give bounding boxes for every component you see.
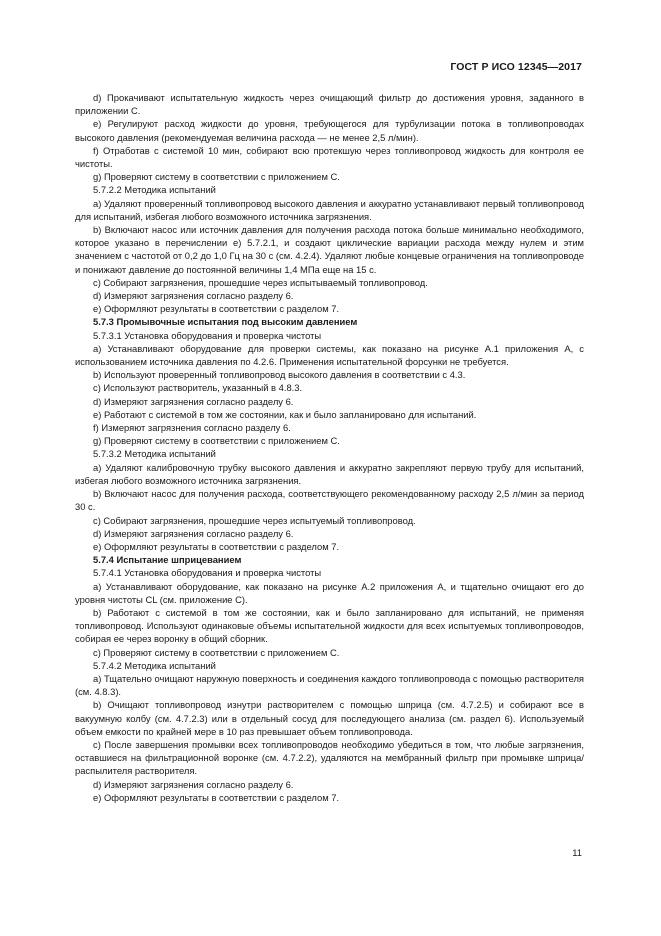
paragraph-item-f: f) Измеряют загрязнения согласно разделу 6. (93, 422, 291, 434)
paragraph-item-f: f) Отработав с системой 10 мин, собирают всю протекшую через топливопровод жидкость для контроля ее чистоты. (75, 144, 584, 170)
paragraph-item-b: b) Работают с системой в том же состоянии, как и было запланировано для испытаний, не применяя топливопровод. Используют одинаковые объемы испытательной жидкости для всех испытуемых топливопроводов, собирая ее через воронку в общий сборник. (75, 606, 584, 645)
paragraph-item-c: c) Собирают загрязнения, прошедшие через испытываемый топливопровод. (93, 276, 428, 288)
document-body (75, 91, 584, 804)
paragraph-item-c: c) Проверяют систему в соответствии с приложением С. (93, 646, 340, 658)
subsection-5-7-4-2: 5.7.4.2 Методика испытаний (93, 659, 216, 671)
paragraph-item-d: d) Прокачивают испытательную жидкость через очищающий фильтр до достижения уровня, заданного в приложении С. (75, 92, 584, 117)
paragraph-item-a: a) Тщательно очищают наружную поверхность и соединения каждого топливопровода с помощью растворителя (см. 4.8.3). (75, 672, 584, 698)
paragraph-item-e: e) Оформляют результаты в соответствии с разделом 7. (93, 791, 340, 803)
paragraph-item-c: c) Собирают загрязнения, прошедшие через испытуемый топливопровод. (93, 514, 416, 526)
standard-code-header: ГОСТ Р ИСО 12345—2017 (450, 61, 582, 73)
paragraph-item-b: b) Очищают топливопровод изнутри растворителем с помощью шприца (см. 4.7.2.5) и собирают все в вакуумную колбу (см. 4.7.2.3) или в отдельный сосуд для последующего анализа (см. раздел 6). Используемый объем емкости по крайней мере в 10 раз превышает объем топливопровода. (75, 699, 584, 737)
section-heading-5-7-4: 5.7.4 Испытание шприцеванием (93, 554, 242, 566)
paragraph-item-d: d) Измеряют загрязнения согласно разделу 6. (93, 290, 294, 302)
paragraph-item-d: d) Измеряют загрязнения согласно разделу 6. (93, 778, 294, 790)
paragraph-item-e: e) Оформляют результаты в соответствии с разделом 7. (93, 540, 340, 552)
paragraph-item-e: e) Регулируют расход жидкости до уровня, требующегося для турбулизации потока в топливопроводах высокого давления (рекомендуемая величина расхода — не менее 2,5 л/мин). (75, 118, 584, 143)
paragraph-item-a: a) Удаляют калибровочную трубку высокого давления и аккуратно закрепляют первую трубу для испытаний, избегая любого возможного источника загрязнения. (75, 461, 584, 486)
paragraph-item-e: e) Оформляют результаты в соответствии с разделом 7. (93, 303, 340, 315)
subsection-5-7-3-2: 5.7.3.2 Методика испытаний (93, 448, 216, 460)
paragraph-item-e: e) Работают с системой в том же состоянии, как и было запланировано для испытаний. (93, 408, 477, 420)
page-number: 11 (572, 847, 582, 858)
paragraph-item-a: a) Устанавливают оборудование, как показано на рисунке А.2 приложения А, и тщательно очищают его до уровня чистоты CL (см. приложение С). (75, 580, 584, 605)
subsection-5-7-2-2: 5.7.2.2 Методика испытаний (93, 184, 216, 196)
paragraph-item-g: g) Проверяют систему в соответствии с приложением С. (93, 171, 340, 183)
paragraph-item-b: b) Включают насос для получения расхода, соответствующего рекомендованному расходу 2,5 л/мин за период 30 с. (75, 488, 584, 513)
paragraph-item-a: a) Устанавливают оборудование для проверки системы, как показано на рисунке А.1 приложения А, с использованием источника давления по 4.2.6. Применения испытательной форсунки не требуется. (75, 342, 584, 368)
section-heading-5-7-3: 5.7.3 Промывочные испытания под высоким давлением (93, 316, 358, 328)
paragraph-item-d: d) Измеряют загрязнения согласно разделу 6. (93, 395, 294, 407)
subsection-5-7-4-1: 5.7.4.1 Установка оборудования и проверка чистоты (93, 567, 322, 579)
paragraph-item-b: b) Используют проверенный топливопровод высокого давления в соответствии с 4.3. (93, 369, 466, 381)
paragraph-item-d: d) Измеряют загрязнения согласно разделу 6. (93, 527, 294, 539)
paragraph-item-b: b) Включают насос или источник давления для получения расхода потока больше минимально необходимого, которое указано в перечислении e) 5.7.2.1, и создают циклические вариации расхода между нулем и этим значением с частотой от 0,2 до 1,0 Гц на 30 с (см. 4.2.4). Удаляют любые концевые ограничения на топливопроводе и понижают давление до постоянной величины 1,4 МПа еще на 15 с. (75, 224, 584, 275)
paragraph-item-c: c) Используют растворитель, указанный в 4.8.3. (93, 382, 303, 394)
paragraph-item-c: c) После завершения промывки всех топливопроводов необходимо убедиться в том, что любые загрязнения, оставшиеся на фильтрационной воронке (см. 4.7.2.2), удаляются на мембранный фильтр при промывке шприца/распылителя растворителя. (75, 738, 584, 777)
subsection-5-7-3-1: 5.7.3.1 Установка оборудования и проверка чистоты (93, 329, 322, 341)
paragraph-item-a: a) Удаляют проверенный топливопровод высокого давления и аккуратно устанавливают первый топливопровод для испытаний, избегая любого возможного источника загрязнения. (75, 197, 584, 222)
paragraph-item-g: g) Проверяют систему в соответствии с приложением С. (93, 435, 340, 447)
